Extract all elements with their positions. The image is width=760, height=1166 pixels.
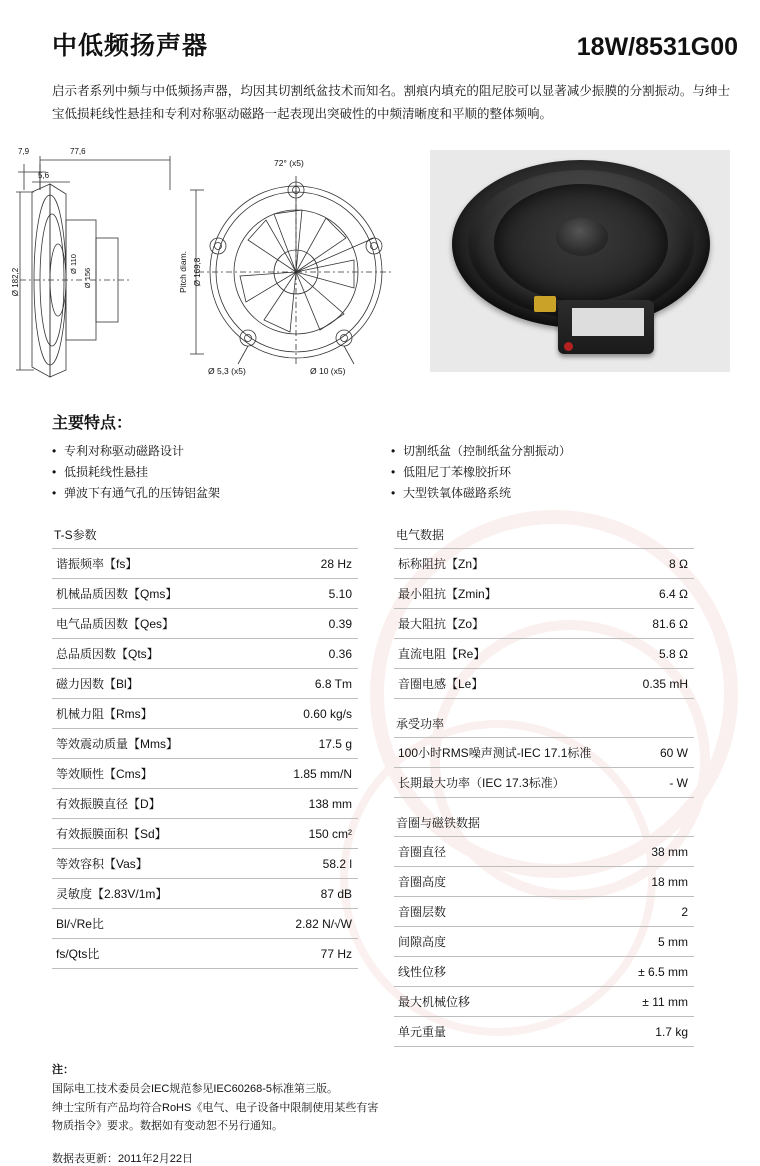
spec-label: 音圈直径	[398, 845, 447, 860]
features-right-column	[391, 441, 730, 504]
svg-text:Ø 5,3 (x5): Ø 5,3 (x5)	[208, 366, 246, 377]
table-row	[394, 927, 694, 957]
table-row	[52, 759, 358, 789]
spec-label: 总品质因数【Qts】	[56, 647, 159, 662]
intro-paragraph: 启示者系列中频与中低频扬声器，均因其切割纸盆技术而知名。割痕内填充的阻尼胶可以显著减少振膜的分割振动。与绅士宝低损耗线性悬挂和专利对称驱动磁路一起表现出突破性的中频清晰度和平顺的整体频响。	[52, 84, 730, 122]
right-specs-column	[394, 526, 694, 1047]
svg-text:Ø 169,8: Ø 169,8	[193, 258, 202, 287]
spec-label: 单元重量	[398, 1025, 447, 1040]
ts-parameters-title: T-S参数	[54, 528, 97, 543]
notes-title: 注：	[52, 1064, 74, 1077]
spec-label: 最小阻抗【Zmin】	[398, 587, 497, 602]
list-item: • 大型铁氧体磁路系统	[391, 483, 730, 504]
speaker-dustcap	[556, 218, 608, 256]
spec-label: 标称阻抗【Zn】	[398, 557, 485, 572]
electrical-data-table	[394, 548, 694, 699]
speaker-label	[572, 308, 644, 336]
figures-section	[0, 142, 760, 402]
svg-text:Ø 110: Ø 110	[69, 254, 78, 275]
spec-label: 音圈层数	[398, 905, 447, 920]
spec-value: 5.10	[328, 586, 352, 601]
spec-value: 6.4 Ω	[659, 586, 688, 601]
spec-value: 0.35 mH	[642, 676, 688, 691]
spec-value: 2.82 N/√W	[295, 916, 352, 931]
page-title: 中低频扬声器	[52, 32, 209, 60]
ts-parameters-column	[52, 526, 358, 1047]
spec-label: 机械力阻【Rms】	[56, 707, 153, 722]
spec-value: 60 W	[659, 745, 688, 760]
ts-parameters-table	[52, 548, 358, 969]
spec-value: 38 mm	[651, 844, 688, 859]
table-row	[52, 819, 358, 849]
table-row	[52, 699, 358, 729]
voicecoil-magnet-title: 音圈与磁铁数据	[396, 816, 481, 831]
spec-value: 0.36	[328, 646, 352, 661]
spec-value: 58.2 l	[322, 856, 352, 871]
spec-value: 28 Hz	[320, 556, 352, 571]
spec-label: 谐振频率【fs】	[56, 557, 138, 572]
spec-label: Bl/√Re比	[56, 917, 104, 932]
table-row	[394, 549, 694, 579]
power-handling-title: 承受功率	[396, 717, 445, 732]
table-row	[52, 549, 358, 579]
spec-value: ± 11 mm	[642, 994, 688, 1009]
spec-value: 5.8 Ω	[659, 646, 688, 661]
spec-value: ± 6.5 mm	[638, 964, 688, 979]
spec-value: 150 cm²	[308, 826, 352, 841]
spec-label: 100小时RMS噪声测试-IEC 17.1标准	[398, 746, 592, 761]
table-row	[394, 987, 694, 1017]
table-row	[52, 879, 358, 909]
svg-text:72° (x5): 72° (x5)	[274, 158, 304, 169]
spec-value: 87 dB	[320, 886, 352, 901]
spec-label: 音圈高度	[398, 875, 447, 890]
table-row	[394, 768, 694, 798]
table-row	[394, 837, 694, 867]
svg-text:Pitch diam.: Pitch diam.	[178, 251, 188, 294]
svg-text:Ø 156: Ø 156	[83, 268, 92, 289]
spec-label: 最大阻抗【Zo】	[398, 617, 485, 632]
spec-value: - W	[669, 775, 688, 790]
features-section	[52, 410, 730, 504]
list-item: • 切割纸盆（控制纸盆分割振动）	[391, 441, 730, 462]
spec-value: 77 Hz	[320, 946, 352, 961]
svg-text:5,6: 5,6	[38, 171, 50, 181]
spec-value: 6.8 Tm	[314, 676, 352, 691]
spec-label: 间隙高度	[398, 935, 447, 950]
spec-label: 等效顺性【Cms】	[56, 767, 153, 782]
list-item: • 专利对称驱动磁路设计	[52, 441, 391, 462]
svg-text:Ø 10 (x5): Ø 10 (x5)	[310, 366, 346, 377]
table-row	[52, 939, 358, 969]
list-item: • 弹波下有通气孔的压铸铝盆架	[52, 483, 391, 504]
table-row	[394, 738, 694, 768]
product-photo	[430, 150, 730, 372]
list-item: • 低损耗线性悬挂	[52, 462, 391, 483]
voicecoil-magnet-table	[394, 836, 694, 1047]
spec-value: 1.85 mm/N	[293, 766, 352, 781]
spec-label: 磁力因数【Bl】	[56, 677, 139, 692]
table-row	[52, 609, 358, 639]
spec-label: 最大机械位移	[398, 995, 471, 1010]
table-row	[394, 1017, 694, 1047]
spec-label: 有效振膜直径【D】	[56, 797, 161, 812]
table-row	[394, 669, 694, 699]
spec-label: 等效震动质量【Mms】	[56, 737, 178, 752]
spec-value: 138 mm	[308, 796, 352, 811]
speaker-terminal	[534, 296, 556, 312]
table-row	[52, 789, 358, 819]
spec-label: 音圈电感【Le】	[398, 677, 484, 692]
table-row	[52, 579, 358, 609]
table-row	[52, 669, 358, 699]
table-row	[394, 957, 694, 987]
table-row	[394, 639, 694, 669]
list-item: • 低阻尼丁苯橡胶折环	[391, 462, 730, 483]
table-row	[394, 897, 694, 927]
table-row	[52, 729, 358, 759]
spec-value: 81.6 Ω	[652, 616, 688, 631]
spec-label: 灵敏度【2.83V/1m】	[56, 887, 168, 902]
specifications-section	[52, 526, 736, 1047]
spec-value: 2	[681, 904, 688, 919]
notes-section	[52, 1061, 382, 1136]
features-title: 主要特点：	[52, 415, 133, 433]
spec-label: 电气品质因数【Qes】	[56, 617, 175, 632]
spec-value: 8 Ω	[669, 556, 688, 571]
spec-label: 直流电阻【Re】	[398, 647, 486, 662]
updated-date: 数据表更新：2011年2月22日	[52, 1153, 194, 1165]
svg-text:7,9: 7,9	[18, 147, 30, 157]
svg-text:Ø 182,2: Ø 182,2	[11, 268, 20, 297]
spec-label: 有效振膜面积【Sd】	[56, 827, 167, 842]
spec-value: 0.39	[328, 616, 352, 631]
spec-value: 18 mm	[651, 874, 688, 889]
table-row	[394, 609, 694, 639]
notes-line-2: 绅士宝所有产品均符合RoHS《电气、电子设备中限制使用某些有害物质指令》要求。数据如有变动恕不另行通知。	[52, 1101, 379, 1133]
features-left-column	[52, 441, 391, 504]
notes-line-1: 国际电工技术委员会IEC规范参见IEC60268-5标准第三版。	[52, 1082, 339, 1095]
page-header	[0, 0, 760, 62]
power-handling-table	[394, 737, 694, 798]
svg-text:77,6: 77,6	[70, 147, 86, 157]
spec-value: 17.5 g	[318, 736, 352, 751]
spec-label: 等效容积【Vas】	[56, 857, 148, 872]
model-number: 18W/8531G00	[576, 33, 738, 61]
spec-value: 1.7 kg	[655, 1024, 688, 1039]
front-view-drawing	[178, 142, 418, 402]
table-row	[394, 579, 694, 609]
table-row	[52, 909, 358, 939]
table-row	[52, 849, 358, 879]
spec-label: fs/Qts比	[56, 947, 100, 962]
table-row	[394, 867, 694, 897]
electrical-data-title: 电气数据	[396, 528, 445, 543]
spec-label: 机械品质因数【Qms】	[56, 587, 178, 602]
spec-label: 线性位移	[398, 965, 447, 980]
spec-value: 0.60 kg/s	[303, 706, 352, 721]
spec-label: 长期最大功率（IEC 17.3标准）	[398, 776, 565, 791]
spec-value: 5 mm	[658, 934, 688, 949]
table-row	[52, 639, 358, 669]
